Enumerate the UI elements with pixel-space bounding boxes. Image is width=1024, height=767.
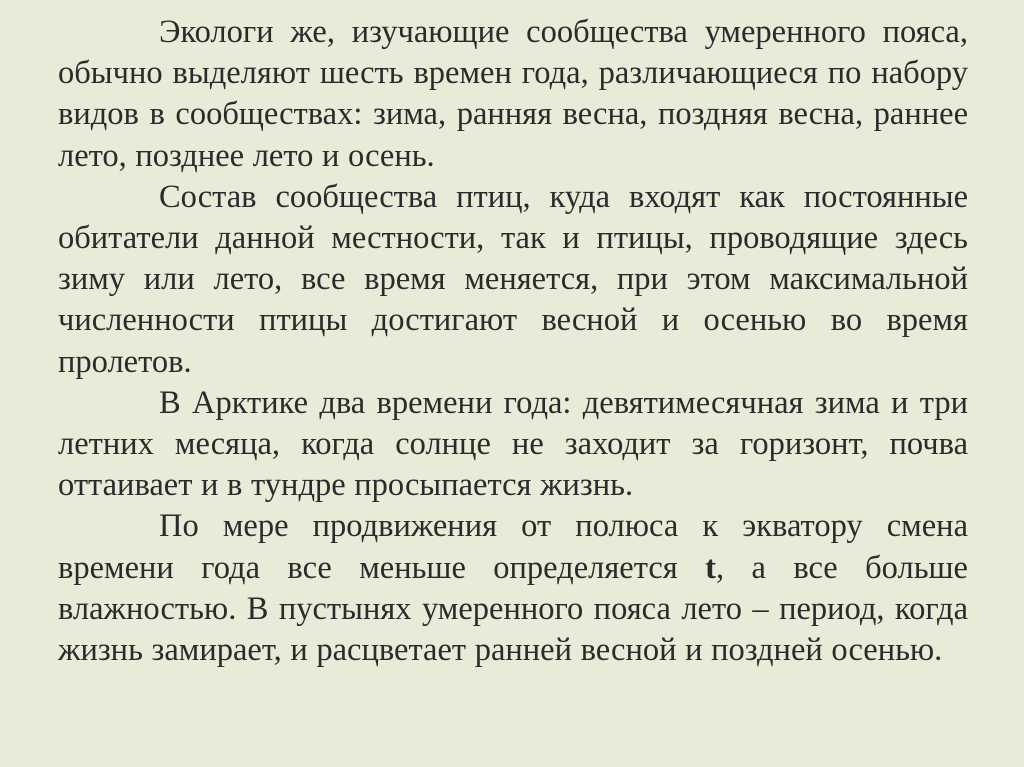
paragraph-4-text-before: По мере продвижения от полюса к экватору смена времени года все меньше определяется (58, 508, 968, 586)
text-content (58, 12, 968, 671)
paragraph-3: В Арктике два времени года: девятимесячная зима и три летних месяца, когда солнце не заходит за горизонт, почва оттаивает и в тундре просыпается жизнь. (58, 384, 968, 504)
paragraph-4-text-after: , а все больше влажностью. В пустынях умеренного пояса лето – период, когда жизнь замирает, и расцветает ранней весной и поздней осенью. (58, 549, 968, 669)
paragraph-4 (58, 506, 968, 671)
paragraph-2: Состав сообщества птиц, куда входят как постоянные обитатели данной местности, так и птицы, проводящие здесь зиму или лето, все время меняется, при этом максимальной численности птицы достигают весной и осенью во время пролетов. (58, 178, 968, 380)
paragraph-1: Экологи же, изучающие сообщества умеренного пояса, обычно выделяют шесть времен года, различающиеся по набору видов в сообществах: зима, ранняя весна, поздняя весна, раннее лето, позднее лето и осень. (58, 14, 968, 174)
paragraph-4-bold-symbol: t (705, 549, 716, 586)
